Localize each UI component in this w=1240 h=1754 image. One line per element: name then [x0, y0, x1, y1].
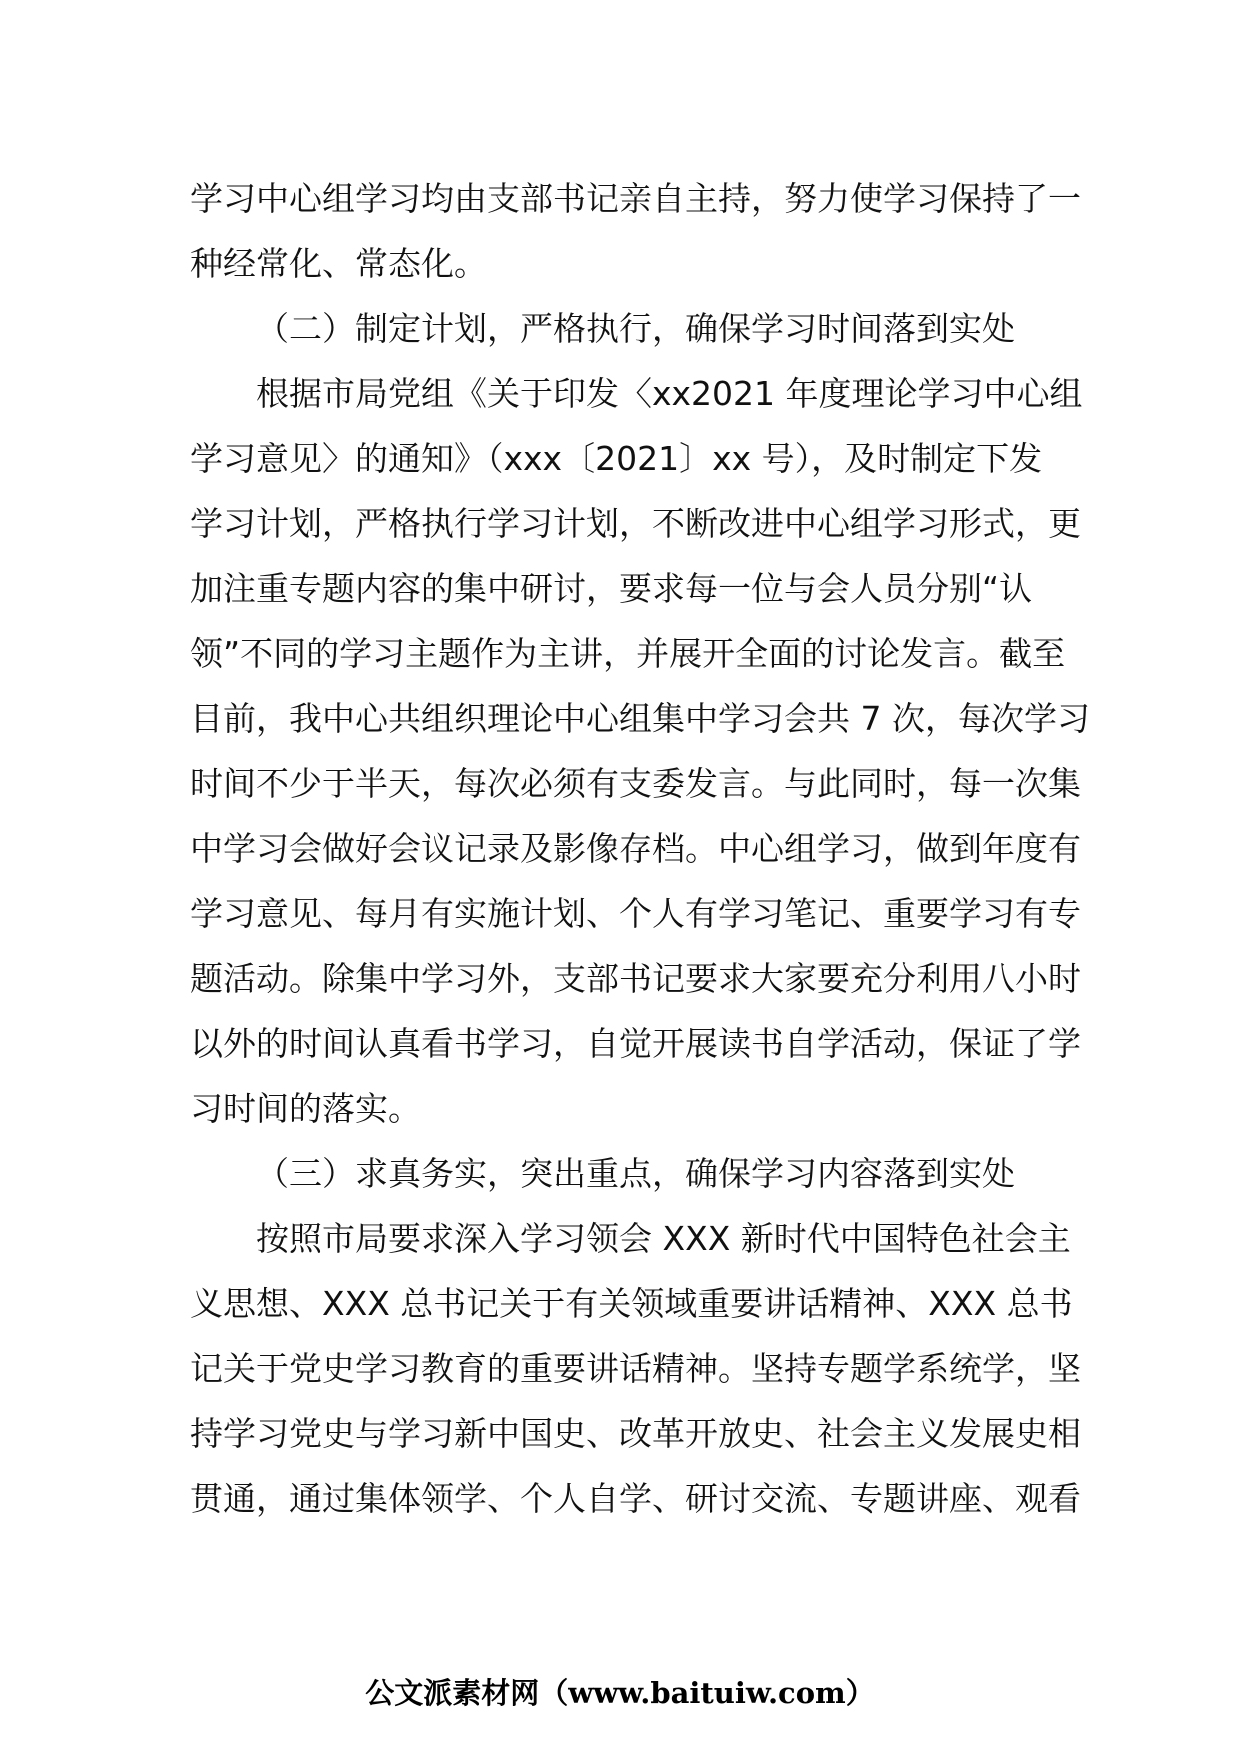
document-body — [190, 166, 1090, 1531]
text-line: 习时间的落实。 — [190, 1089, 421, 1128]
text-line: 中学习会做好会议记录及影像存档。中心组学习，做到年度有 — [190, 829, 1081, 868]
text-line: 义思想、XXX 总书记关于有关领域重要讲话精神、XXX 总书 — [190, 1284, 1073, 1323]
text-line: 学习计划，严格执行学习计划，不断改进中心组学习形式，更 — [190, 504, 1081, 543]
text-line: 学习意见、每月有实施计划、个人有学习笔记、重要学习有专 — [190, 894, 1081, 933]
text-line: 种经常化、常态化。 — [190, 244, 487, 283]
text-line: 时间不少于半天，每次必须有支委发言。与此同时，每一次集 — [190, 764, 1081, 803]
text-line: 贯通，通过集体领学、个人自学、研讨交流、专题讲座、观看 — [190, 1479, 1081, 1518]
text-line: 学习意见〉的通知》（xxx〔2021〕xx 号），及时制定下发 — [190, 439, 1043, 478]
text-line: 领”不同的学习主题作为主讲，并展开全面的讨论发言。截至 — [190, 634, 1066, 673]
section-heading-3: （三）求真务实，突出重点，确保学习内容落到实处 — [256, 1154, 1015, 1193]
text-line: 学习中心组学习均由支部书记亲自主持，努力使学习保持了一 — [190, 179, 1081, 218]
text-line: 题活动。除集中学习外，支部书记要求大家要充分利用八小时 — [190, 959, 1081, 998]
text-line: 记关于党史学习教育的重要讲话精神。坚持专题学系统学，坚 — [190, 1349, 1081, 1388]
paragraph-start: 根据市局党组《关于印发〈xx2021 年度理论学习中心组 — [256, 374, 1083, 413]
text-line: 加注重专题内容的集中研讨，要求每一位与会人员分别“认 — [190, 569, 1033, 608]
footer-watermark: 公文派素材网（www.baituiw.com） — [365, 1676, 875, 1710]
paragraph-start: 按照市局要求深入学习领会 XXX 新时代中国特色社会主 — [256, 1219, 1071, 1258]
text-line: 持学习党史与学习新中国史、改革开放史、社会主义发展史相 — [190, 1414, 1081, 1453]
section-heading-2: （二）制定计划，严格执行，确保学习时间落到实处 — [256, 309, 1015, 348]
text-line: 目前，我中心共组织理论中心组集中学习会共 7 次，每次学习 — [190, 699, 1090, 738]
text-line: 以外的时间认真看书学习，自觉开展读书自学活动，保证了学 — [190, 1024, 1081, 1063]
